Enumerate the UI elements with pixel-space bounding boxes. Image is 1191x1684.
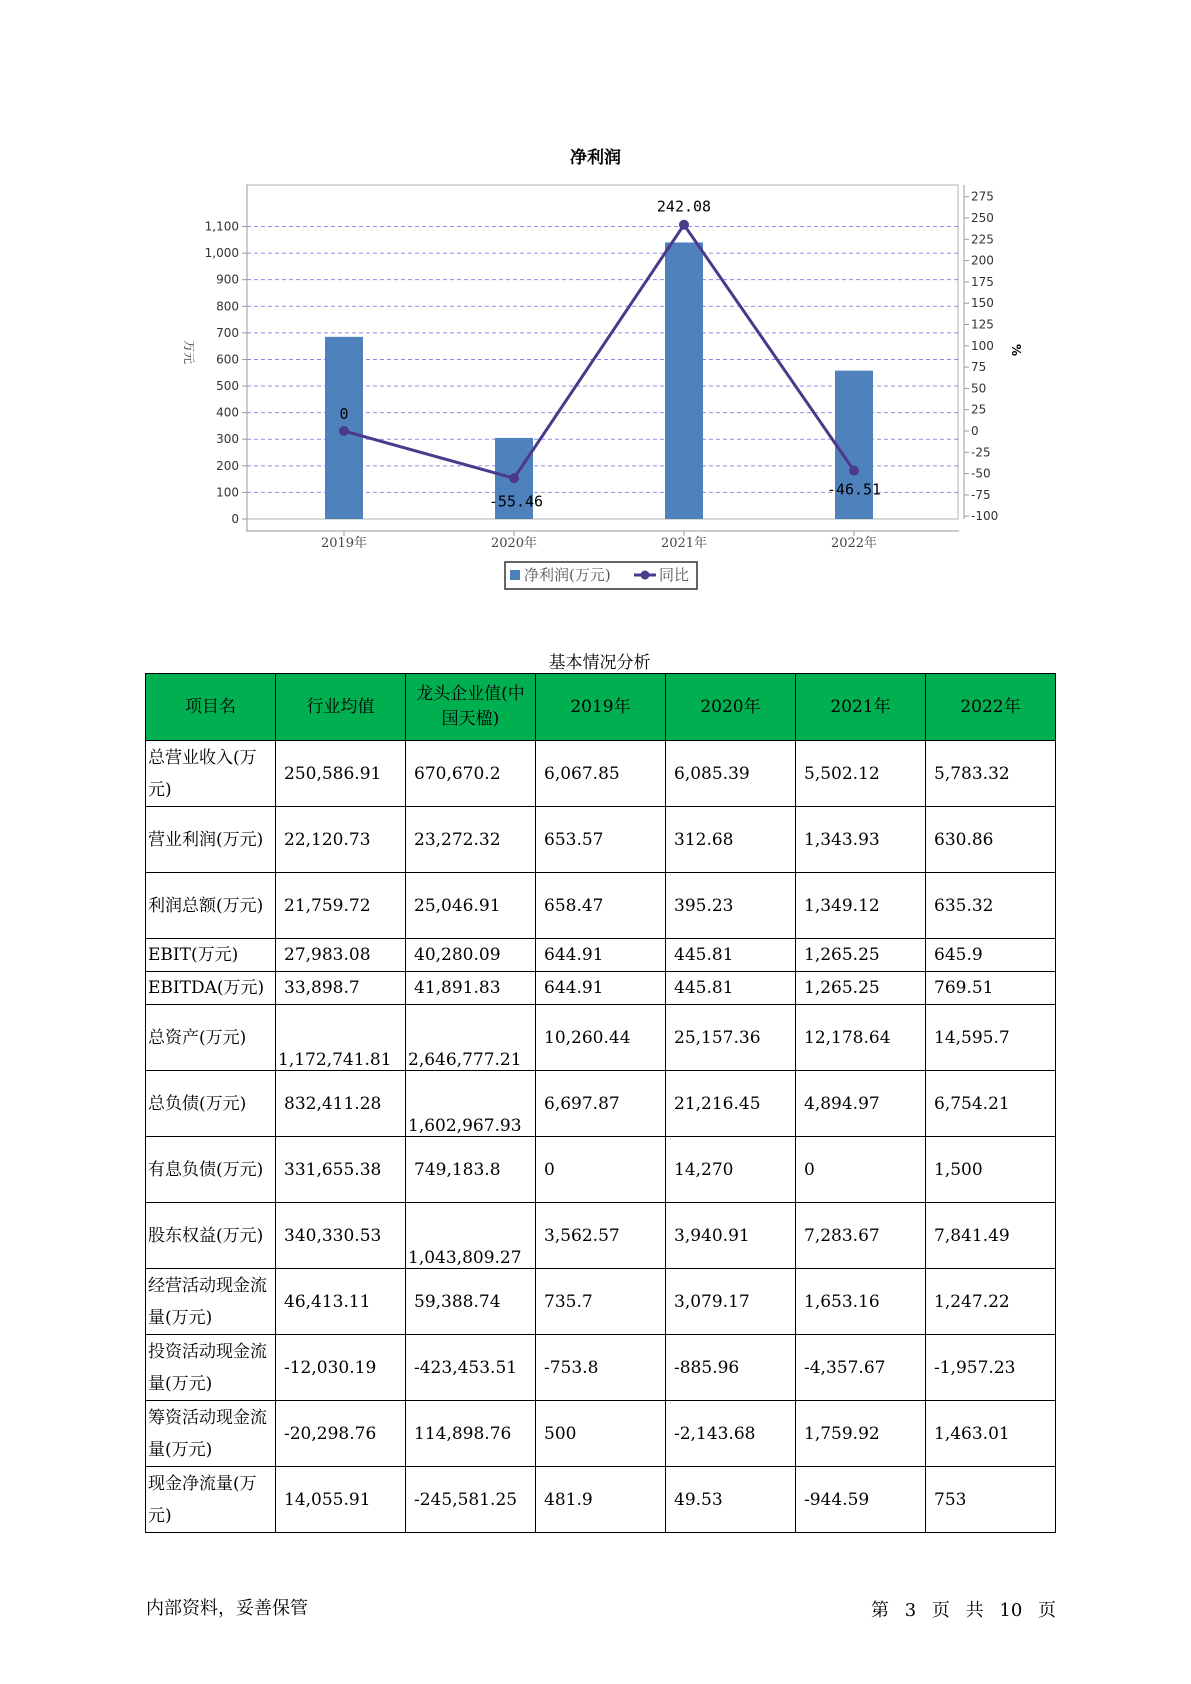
net-profit-chart	[0, 0, 1191, 620]
row-label: 股东权益(万元)	[146, 1203, 276, 1269]
table-cell: 3,562.57	[536, 1203, 666, 1269]
yoy-point-label: 0	[339, 405, 349, 423]
table-cell: 340,330.53	[276, 1203, 406, 1269]
table-cell: 1,172,741.81	[276, 1005, 406, 1071]
table-cell: 1,463.01	[926, 1401, 1056, 1467]
table-cell: 14,055.91	[276, 1467, 406, 1533]
table-cell: 12,178.64	[796, 1005, 926, 1071]
table-cell: -4,357.67	[796, 1335, 926, 1401]
table-row	[146, 741, 1056, 807]
table-cell: 445.81	[666, 939, 796, 972]
y-tick-label-right: 225	[971, 232, 994, 247]
table-cell: 25,157.36	[666, 1005, 796, 1071]
column-header: 2022年	[926, 674, 1056, 741]
table-cell: -20,298.76	[276, 1401, 406, 1467]
y-tick-label-left: 600	[216, 352, 239, 367]
table-cell: 1,349.12	[796, 873, 926, 939]
yoy-line	[344, 225, 854, 479]
y-tick-label-right: 100	[971, 338, 994, 353]
table-row	[146, 1335, 1056, 1401]
table-row	[146, 807, 1056, 873]
y-tick-label-left: 100	[216, 485, 239, 500]
legend-line-marker	[641, 571, 650, 580]
x-tick-label: 2021年	[660, 536, 708, 551]
table-cell: 6,754.21	[926, 1071, 1056, 1137]
table-cell: -753.8	[536, 1335, 666, 1401]
table-cell: 1,500	[926, 1137, 1056, 1203]
row-label: 经营活动现金流量(万元)	[146, 1269, 276, 1335]
row-label: 利润总额(万元)	[146, 873, 276, 939]
table-cell: 658.47	[536, 873, 666, 939]
table-cell: 27,983.08	[276, 939, 406, 972]
table-cell: 40,280.09	[406, 939, 536, 972]
table-cell: 14,595.7	[926, 1005, 1056, 1071]
column-header: 2020年	[666, 674, 796, 741]
table-cell: 114,898.76	[406, 1401, 536, 1467]
table-cell: 0	[796, 1137, 926, 1203]
y-tick-label-right: 200	[971, 253, 994, 268]
y-tick-label-right: -25	[971, 445, 991, 460]
table-cell: 395.23	[666, 873, 796, 939]
y-axis-left-title: 万元	[182, 339, 196, 365]
y-tick-label-right: 175	[971, 274, 994, 289]
y-tick-label-right: 50	[971, 381, 987, 396]
table-cell: 312.68	[666, 807, 796, 873]
table-cell: -2,143.68	[666, 1401, 796, 1467]
table-caption: 基本情况分析	[548, 653, 651, 673]
table-cell: 6,697.87	[536, 1071, 666, 1137]
column-header: 2021年	[796, 674, 926, 741]
table-cell: 1,247.22	[926, 1269, 1056, 1335]
table-cell: 630.86	[926, 807, 1056, 873]
table-cell: 481.9	[536, 1467, 666, 1533]
yoy-point	[509, 473, 519, 483]
yoy-point-label: -46.51	[826, 480, 882, 499]
column-header: 项目名	[146, 674, 276, 741]
row-label: 投资活动现金流量(万元)	[146, 1335, 276, 1401]
y-tick-label-left: 300	[216, 432, 239, 447]
table-cell: 59,388.74	[406, 1269, 536, 1335]
footer-page-number: 第 3 页 共 10 页	[871, 1600, 1056, 1621]
row-label: 总资产(万元)	[146, 1005, 276, 1071]
table-cell: 3,940.91	[666, 1203, 796, 1269]
table-cell: 644.91	[536, 939, 666, 972]
table-cell: 1,653.16	[796, 1269, 926, 1335]
table-cell: 644.91	[536, 972, 666, 1005]
table-cell: 653.57	[536, 807, 666, 873]
table-cell: 10,260.44	[536, 1005, 666, 1071]
table-cell: 2,646,777.21	[406, 1005, 536, 1071]
y-tick-label-left: 0	[231, 512, 239, 526]
table-row	[146, 1203, 1056, 1269]
table-cell: 23,272.32	[406, 807, 536, 873]
table-cell: 22,120.73	[276, 807, 406, 873]
y-tick-label-right: -50	[971, 466, 991, 481]
yoy-point-label: 242.08	[656, 197, 712, 216]
table-cell: 1,043,809.27	[406, 1203, 536, 1269]
table-cell: 331,655.38	[276, 1137, 406, 1203]
table-row	[146, 1071, 1056, 1137]
table-cell: 3,079.17	[666, 1269, 796, 1335]
table-cell: 14,270	[666, 1137, 796, 1203]
table-cell: 6,085.39	[666, 741, 796, 807]
y-tick-label-right: 0	[971, 424, 979, 438]
table-cell: 645.9	[926, 939, 1056, 972]
table-row	[146, 1137, 1056, 1203]
table-cell: -423,453.51	[406, 1335, 536, 1401]
table-cell: 635.32	[926, 873, 1056, 939]
y-axis-right-title: %	[1009, 343, 1023, 357]
table-cell: 21,216.45	[666, 1071, 796, 1137]
row-label: 有息负债(万元)	[146, 1137, 276, 1203]
y-tick-label-left: 400	[216, 405, 239, 420]
table-cell: 1,343.93	[796, 807, 926, 873]
row-label: EBIT(万元)	[146, 939, 276, 972]
row-label: 现金净流量(万元)	[146, 1467, 276, 1533]
table-cell: 49.53	[666, 1467, 796, 1533]
table-cell: 1,602,967.93	[406, 1071, 536, 1137]
y-tick-label-left: 500	[216, 379, 239, 394]
row-label: EBITDA(万元)	[146, 972, 276, 1005]
column-header: 行业均值	[276, 674, 406, 741]
y-tick-label-left: 1,100	[204, 219, 239, 234]
table-cell: 6,067.85	[536, 741, 666, 807]
legend-line-label: 同比	[659, 566, 690, 584]
y-tick-label-right: -100	[971, 509, 999, 524]
footer-confidential: 内部资料，妥善保管	[146, 1598, 308, 1619]
table-cell: 445.81	[666, 972, 796, 1005]
chart-title: 净利润	[570, 148, 621, 168]
table-cell: 1,265.25	[796, 939, 926, 972]
table-cell: -944.59	[796, 1467, 926, 1533]
table-cell: 5,783.32	[926, 741, 1056, 807]
table-row	[146, 972, 1056, 1005]
table-row	[146, 939, 1056, 972]
table-cell: 25,046.91	[406, 873, 536, 939]
legend-bar-swatch	[510, 570, 520, 580]
table-cell: -245,581.25	[406, 1467, 536, 1533]
column-header: 龙头企业值(中国天楹)	[406, 674, 536, 741]
table-cell: 33,898.7	[276, 972, 406, 1005]
table-cell: 500	[536, 1401, 666, 1467]
legend-bar-label: 净利润(万元)	[524, 566, 611, 584]
y-tick-label-left: 900	[216, 272, 239, 287]
y-tick-label-right: 125	[971, 317, 994, 332]
y-tick-label-right: 75	[971, 360, 987, 375]
y-tick-label-right: -75	[971, 487, 991, 502]
table-cell: 670,670.2	[406, 741, 536, 807]
row-label: 筹资活动现金流量(万元)	[146, 1401, 276, 1467]
x-tick-label: 2022年	[830, 536, 878, 551]
table-cell: 749,183.8	[406, 1137, 536, 1203]
table-row	[146, 1467, 1056, 1533]
table-body	[146, 741, 1056, 1533]
table-cell: 735.7	[536, 1269, 666, 1335]
table-cell: 0	[536, 1137, 666, 1203]
yoy-point	[679, 220, 689, 230]
table-header	[146, 674, 1056, 741]
table-cell: 46,413.11	[276, 1269, 406, 1335]
table-cell: -12,030.19	[276, 1335, 406, 1401]
table-cell: 250,586.91	[276, 741, 406, 807]
table-cell: 753	[926, 1467, 1056, 1533]
table-cell: 769.51	[926, 972, 1056, 1005]
row-label: 总负债(万元)	[146, 1071, 276, 1137]
yoy-point	[849, 466, 859, 476]
y-tick-label-right: 275	[971, 189, 994, 204]
table-cell: 1,265.25	[796, 972, 926, 1005]
row-label: 总营业收入(万元)	[146, 741, 276, 807]
table-cell: 4,894.97	[796, 1071, 926, 1137]
table-cell: -885.96	[666, 1335, 796, 1401]
x-tick-label: 2020年	[490, 536, 538, 551]
table-cell: 1,759.92	[796, 1401, 926, 1467]
table-row	[146, 873, 1056, 939]
table-cell: 21,759.72	[276, 873, 406, 939]
y-tick-label-right: 25	[971, 402, 987, 417]
x-tick-label: 2019年	[320, 536, 368, 551]
row-label: 营业利润(万元)	[146, 807, 276, 873]
table-cell: 7,283.67	[796, 1203, 926, 1269]
column-header: 2019年	[536, 674, 666, 741]
table-cell: 41,891.83	[406, 972, 536, 1005]
bar	[665, 242, 703, 519]
table-row	[146, 1401, 1056, 1467]
y-tick-label-left: 1,000	[204, 246, 239, 261]
y-tick-label-left: 700	[216, 325, 239, 340]
y-tick-label-left: 200	[216, 458, 239, 473]
table-cell: 832,411.28	[276, 1071, 406, 1137]
y-tick-label-left: 800	[216, 299, 239, 314]
basic-analysis-table	[145, 673, 1056, 1533]
y-tick-label-right: 150	[971, 296, 994, 311]
table-cell: -1,957.23	[926, 1335, 1056, 1401]
table-row	[146, 1005, 1056, 1071]
yoy-point-label: -55.46	[488, 492, 544, 511]
table-cell: 5,502.12	[796, 741, 926, 807]
table-cell: 7,841.49	[926, 1203, 1056, 1269]
y-tick-label-right: 250	[971, 211, 994, 225]
table-row	[146, 1269, 1056, 1335]
yoy-point	[339, 426, 349, 436]
